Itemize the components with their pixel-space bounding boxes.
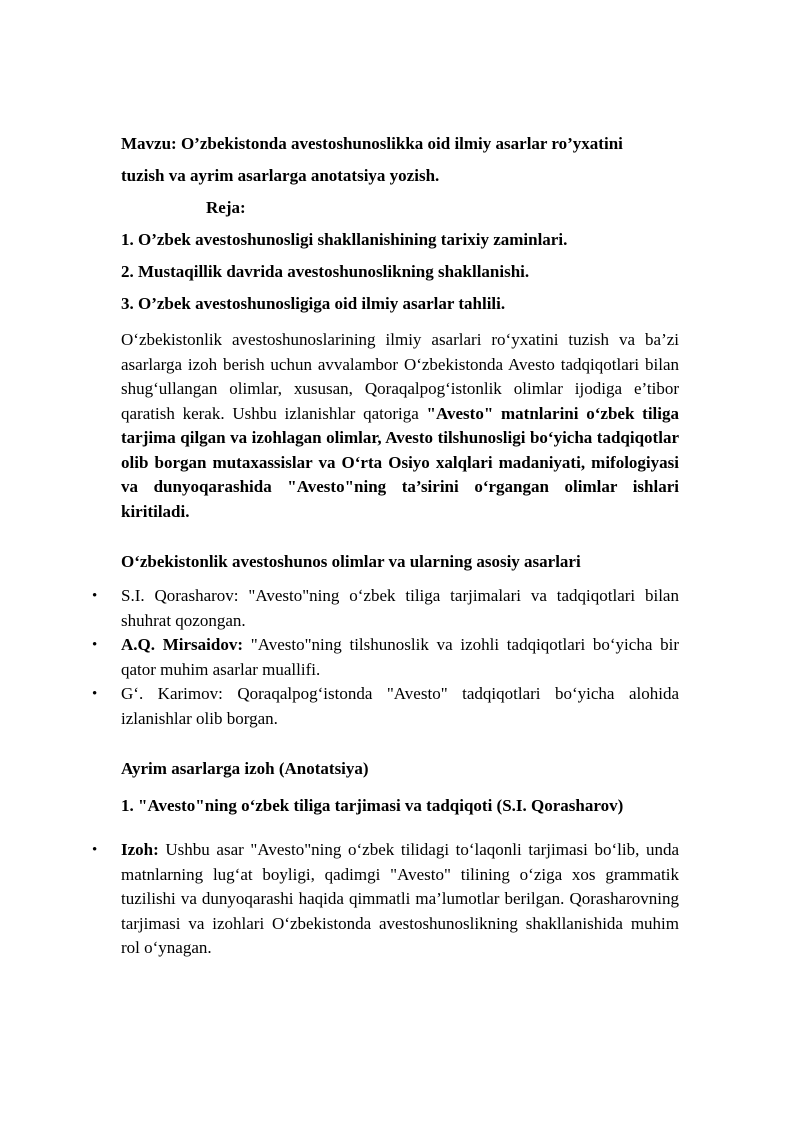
scholar-description: "Avesto"ning o‘zbek tiliga tarjimalari va tadqiqotlari bilan shuhrat qozongan. bbox=[121, 586, 679, 630]
plan-item-1: 1. O’zbek avestoshunosligi shakllanishining tarixiy zaminlari. bbox=[121, 230, 568, 249]
scholars-list bbox=[92, 584, 679, 731]
scholar-name: G‘. Karimov: bbox=[121, 684, 223, 703]
list-item bbox=[92, 838, 679, 961]
document-title-line-1: Mavzu: O’zbekistonda avestoshunoslikka oid ilmiy asarlar ro’yxatini bbox=[121, 134, 623, 153]
scholar-description: Qoraqalpog‘istonda "Avesto" tadqiqotlari bo‘yicha alohida izlanishlar olib borgan. bbox=[121, 684, 679, 728]
plan-heading: Reja: bbox=[206, 198, 246, 217]
plan-item-3: 3. O’zbek avestoshunosligiga oid ilmiy asarlar tahlili. bbox=[121, 294, 506, 313]
bullet-icon: • bbox=[92, 637, 98, 653]
document-page bbox=[92, 128, 679, 961]
document-title-line-2: tuzish va ayrim asarlarga anotatsiya yozish. bbox=[121, 166, 440, 185]
annotation-subheading: 1. "Avesto"ning o‘zbek tiliga tarjimasi va tadqiqoti (S.I. Qorasharov) bbox=[121, 796, 624, 815]
list-item bbox=[92, 584, 679, 633]
list-item bbox=[92, 633, 679, 682]
scholar-name: S.I. Qorasharov: bbox=[121, 586, 239, 605]
bullet-icon: • bbox=[92, 686, 98, 702]
bullet-icon: • bbox=[92, 842, 98, 858]
scholar-description: "Avesto"ning tilshunoslik va izohli tadqiqotlari bo‘yicha bir qator muhim asarlar muallifi. bbox=[121, 635, 679, 679]
scholars-heading: O‘zbekistonlik avestoshunos olimlar va ularning asosiy asarlari bbox=[121, 552, 581, 571]
bullet-icon: • bbox=[92, 588, 98, 604]
intro-paragraph bbox=[121, 328, 679, 524]
annotation-list bbox=[92, 838, 679, 961]
intro-bold-text: "Avesto" matnlarini o‘zbek tiliga tarjima qilgan va izohlagan olimlar, Avesto tilshunosligi bo‘yicha tadqiqotlar olib borgan mutaxassislar va O‘rta Osiyo xalqlari madaniyati, mifologiyasi va dunyoqarashida "Avesto"ning ta’sirini o‘rgangan olimlar ishlari kiritiladi. bbox=[121, 403, 679, 521]
izoh-text: Ushbu asar "Avesto"ning o‘zbek tilidagi to‘laqonli tarjimasi bo‘lib, unda matnlarning lug‘at boyligi, qadimgi "Avesto" tilining o‘ziga xos grammatik tuzilishi va dunyoqarashi haqida qimmatli ma’lumotlar berilgan. Qorasharovning tarjimasi va izohlari O‘zbekistonda avestoshunoslikning shakllanishida muhim rol o‘ynagan. bbox=[121, 840, 679, 957]
intro-normal-text: O‘zbekistonlik avestoshunoslarining ilmiy asarlari ro‘yxatini tuzish va ba’zi asarlarga izoh berish uchun avvalambor O‘zbekistonda Avesto tadqiqotlari bilan shug‘ullangan olimlar, xususan, Qoraqalpog‘istonlik olimlar ijodiga e’tibor qaratish kerak. Ushbu izlanishlar qatoriga bbox=[121, 330, 679, 423]
list-item bbox=[92, 682, 679, 731]
izoh-label: Izoh: bbox=[121, 840, 159, 859]
annotation-heading: Ayrim asarlarga izoh (Anotatsiya) bbox=[121, 759, 369, 778]
plan-item-2: 2. Mustaqillik davrida avestoshunoslikning shakllanishi. bbox=[121, 262, 530, 281]
scholar-name: A.Q. Mirsaidov: bbox=[121, 635, 244, 654]
